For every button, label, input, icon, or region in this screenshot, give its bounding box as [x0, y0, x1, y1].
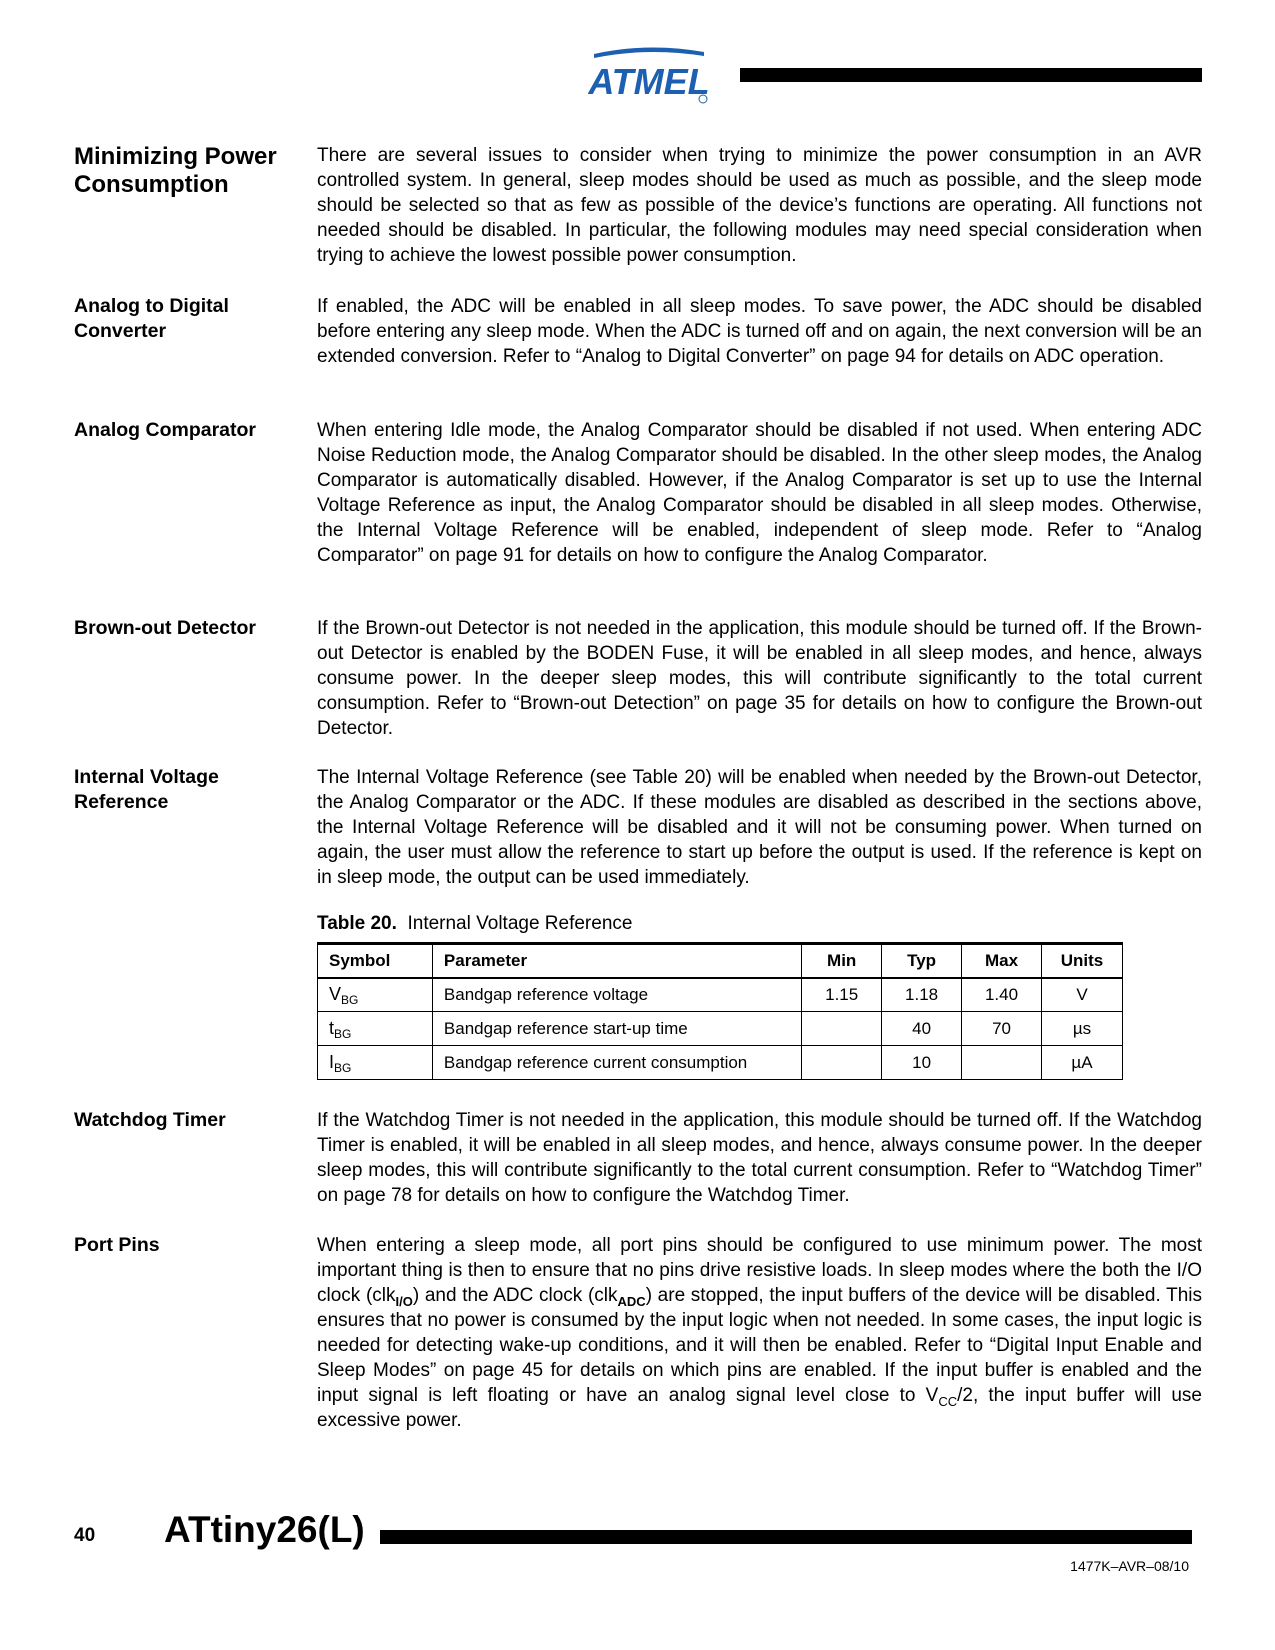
header-bar [740, 68, 1202, 82]
section-body: The Internal Voltage Reference (see Table 20) will be enabled when needed by the Brown-out Detector, the Analog Comparator or the ADC. If these modules are disabled as described in the sections above, the Internal Voltage Reference will be disabled and it will not be consuming power. When turned on again, the user must allow the reference to start up before the output is used. If the reference is kept on in sleep mode, the output can be used immediately. [317, 767, 1202, 888]
table-row [318, 1012, 1123, 1046]
units-cell: µs [1041, 1012, 1122, 1046]
symbol-cell: $I_{BG}$ [318, 1046, 433, 1080]
units-cell: µA [1041, 1046, 1122, 1080]
section-body: If the Watchdog Timer is not needed in the application, this module should be turned off. If the Watchdog Timer is enabled, it will be enabled in all sleep modes, and hence, always consume power. In the deeper sleep modes, this will contribute significantly to the total current consumption. Refer to “Watchdog Timer” on page 78 for details on how to configure the Watchdog Timer. [317, 1110, 1202, 1206]
column-header: Min [802, 944, 882, 978]
column-header: Units [1041, 944, 1122, 978]
parameter-cell: Bandgap reference start-up time [432, 1012, 801, 1046]
parameter-cell: Bandgap reference voltage [432, 978, 801, 1012]
section-heading: Brown-out Detector [74, 617, 256, 639]
typ-cell: 1.18 [882, 978, 962, 1012]
section-heading: Watchdog Timer [74, 1109, 226, 1131]
table-header-row [318, 944, 1123, 978]
symbol-cell: $t_{BG}$ [318, 1012, 433, 1046]
section-body: When entering Idle mode, the Analog Comparator should be disabled if not used. When entering ADC Noise Reduction mode, the Analog Comparator should be disabled. In the other sleep modes, the Analog Comparator is automatically disabled. However, if the Analog Comparator is set up to use the Internal Voltage Reference as input, the Analog Comparator should be disabled in all sleep modes. Otherwise, the Internal Voltage Reference will be enabled, independent of sleep mode. Refer to “Analog Comparator” on page 91 for details on how to configure the Analog Comparator. [317, 420, 1202, 566]
units-cell: V [1041, 978, 1122, 1012]
section-heading: Analog Comparator [74, 419, 257, 441]
section-body: If the Brown-out Detector is not needed in the application, this module should be turned off. If the Brown-out Detector is enabled by the BODEN Fuse, it will be enabled in all sleep modes, and hence, always consume power. In the deeper sleep modes, this will contribute significantly to the total current consumption. Refer to “Brown-out Detection” on page 35 for details on how to configure the Brown-out Detector. [317, 618, 1202, 739]
section-heading: Analog to Digital Converter [74, 295, 229, 342]
document-code: 1477K–AVR–08/10 [1070, 1558, 1189, 1574]
table-row [318, 1046, 1123, 1080]
typ-cell: 10 [882, 1046, 962, 1080]
parameter-cell: Bandgap reference current consumption [432, 1046, 801, 1080]
column-header: Parameter [432, 944, 801, 978]
svg-text:ATMEL: ATMEL [588, 61, 710, 102]
symbol-cell: $V_{BG}$ [318, 978, 433, 1012]
atmel-logo [588, 44, 710, 106]
voltage-reference-table [317, 942, 1123, 1080]
footer-bar [380, 1530, 1192, 1544]
section-heading: Minimizing Power Consumption [74, 143, 277, 198]
table-caption [317, 912, 632, 936]
column-header: Typ [882, 944, 962, 978]
table-caption-label: Table 20. [317, 913, 397, 934]
min-cell [802, 1012, 882, 1046]
max-cell: 1.40 [962, 978, 1042, 1012]
document-title: ATtiny26(L) [164, 1509, 365, 1550]
min-cell [802, 1046, 882, 1080]
section-body: If enabled, the ADC will be enabled in all sleep modes. To save power, the ADC should be disabled before entering any sleep mode. When the ADC is turned off and on again, the next conversion will be an extended conversion. Refer to “Analog to Digital Converter” on page 94 for details on ADC operation. [317, 296, 1202, 367]
max-cell: 70 [962, 1012, 1042, 1046]
min-cell: 1.15 [802, 978, 882, 1012]
section-heading: Port Pins [74, 1234, 160, 1256]
typ-cell: 40 [882, 1012, 962, 1046]
section-heading: Internal Voltage Reference [74, 766, 219, 813]
column-header: Max [962, 944, 1042, 978]
page-number: 40 [74, 1525, 96, 1546]
table-caption-title: Internal Voltage Reference [407, 913, 633, 934]
section-body: When entering a sleep mode, all port pins should be configured to use minimum power. The most important thing is then to ensure that no pins drive resistive loads. In sleep modes where the both the I/O clock (clk$_{I/O}$) and the ADC clock (clk$_{ADC}$) are stopped, the input buffers of the device will be disabled. This ensures that no power is consumed by the input logic when not needed. In some cases, the input logic is needed for detecting wake-up conditions, and it will then be enabled. Refer to “Digital Input Enable and Sleep Modes” on page 45 for details on which pins are enabled. If the input buffer is enabled and the input signal is left floating or have an analog signal level close to $V_{CC}/2$, the input buffer will use excessive power. [317, 1235, 1202, 1431]
column-header: Symbol [318, 944, 433, 978]
max-cell [962, 1046, 1042, 1080]
table-row [318, 978, 1123, 1012]
section-body: There are several issues to consider when trying to minimize the power consumption in an AVR controlled system. In general, sleep modes should be used as much as possible, and the sleep mode should be selected so that as few as possible of the device’s functions are operating. All functions not needed should be disabled. In particular, the following modules may need special consideration when trying to achieve the lowest possible power consumption. [317, 145, 1202, 266]
